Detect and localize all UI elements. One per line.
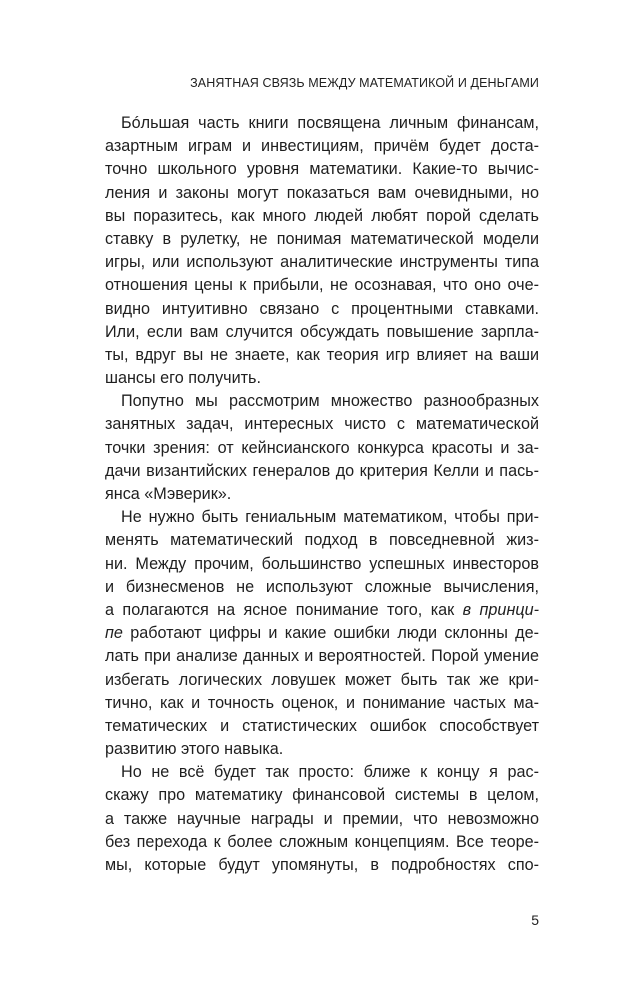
text-line: отношения цены к прибыли, не осознавая, что оно оче- bbox=[105, 276, 539, 295]
running-head: ЗАНЯТНАЯ СВЯЗЬ МЕЖДУ МАТЕМАТИКОЙ И ДЕНЬГАМИ bbox=[190, 76, 539, 90]
text-line: точки зрения: от кейнсианского конкурса красоты и за- bbox=[105, 438, 539, 457]
text-line: Но не всё будет так просто: ближе к концу я рас- bbox=[121, 763, 539, 782]
text-line: тематических и статистических ошибок способствует bbox=[105, 716, 539, 735]
text-line: мы, которые будут упомянуты, в подробностях спо- bbox=[105, 856, 539, 874]
text-line: избегать логических ловушек может быть так же кри- bbox=[105, 670, 539, 689]
text-line: развитию этого навыка. bbox=[105, 740, 284, 759]
text-line: вы поразитесь, как много людей любят порой сделать bbox=[105, 206, 539, 225]
text-line: Не нужно быть гениальным математиком, чтобы при- bbox=[121, 508, 539, 527]
text-line: пе работают цифры и какие ошибки люди склонны де- bbox=[105, 624, 539, 643]
text-line: Попутно мы рассмотрим множество разнообразных bbox=[121, 392, 539, 411]
text-line: ставку в рулетку, не понимая математической модели bbox=[105, 229, 539, 248]
paragraph bbox=[105, 506, 539, 761]
text-line: а полагаются на ясное понимание того, как в принци- bbox=[105, 600, 539, 619]
text-line: и бизнесменов не используют сложные вычисления, bbox=[105, 577, 539, 596]
text-line: игры, или используют аналитические инструменты типа bbox=[105, 253, 539, 272]
text-line: видно интуитивно связано с процентными ставками. bbox=[105, 299, 539, 318]
text-line: дачи византийских генералов до критерия Келли и пась- bbox=[105, 461, 539, 480]
paragraph bbox=[105, 390, 539, 506]
text-line: янса «Мэверик». bbox=[105, 485, 232, 503]
paragraph bbox=[105, 761, 539, 877]
text-line: азартным играм и инвестициям, причём будет доста- bbox=[105, 137, 539, 156]
text-line: Бóльшая часть книги посвящена личным финансам, bbox=[121, 114, 539, 132]
text-line: тично, как и точность оценок, и понимание частых ма- bbox=[105, 693, 539, 712]
text-line: занятных задач, интересных чисто с математической bbox=[105, 415, 539, 434]
text-line: без перехода к более сложным концепциям. Все теоре- bbox=[105, 832, 539, 851]
text-line: точно школьного уровня математики. Какие-то вычис- bbox=[105, 160, 539, 179]
page-number: 5 bbox=[531, 912, 539, 928]
text-line: Или, если вам случится обсуждать повышение зарпла- bbox=[105, 322, 539, 341]
text-line: лать при анализе данных и вероятностей. Порой умение bbox=[105, 647, 539, 666]
text-line: а также научные награды и премии, что невозможно bbox=[105, 809, 539, 828]
paragraph bbox=[105, 112, 539, 390]
text-line: ты, вдруг вы не знаете, как теория игр влияет на ваши bbox=[105, 345, 539, 364]
text-line: скажу про математику финансовой системы в целом, bbox=[105, 786, 539, 805]
body-text bbox=[105, 112, 539, 877]
text-line: ни. Между прочим, большинство успешных инвесторов bbox=[105, 554, 539, 573]
text-line: менять математический подход в повседневной жиз- bbox=[105, 531, 539, 550]
text-line: шансы его получить. bbox=[105, 369, 261, 388]
text-line: ления и законы могут показаться вам очевидными, но bbox=[105, 183, 539, 202]
